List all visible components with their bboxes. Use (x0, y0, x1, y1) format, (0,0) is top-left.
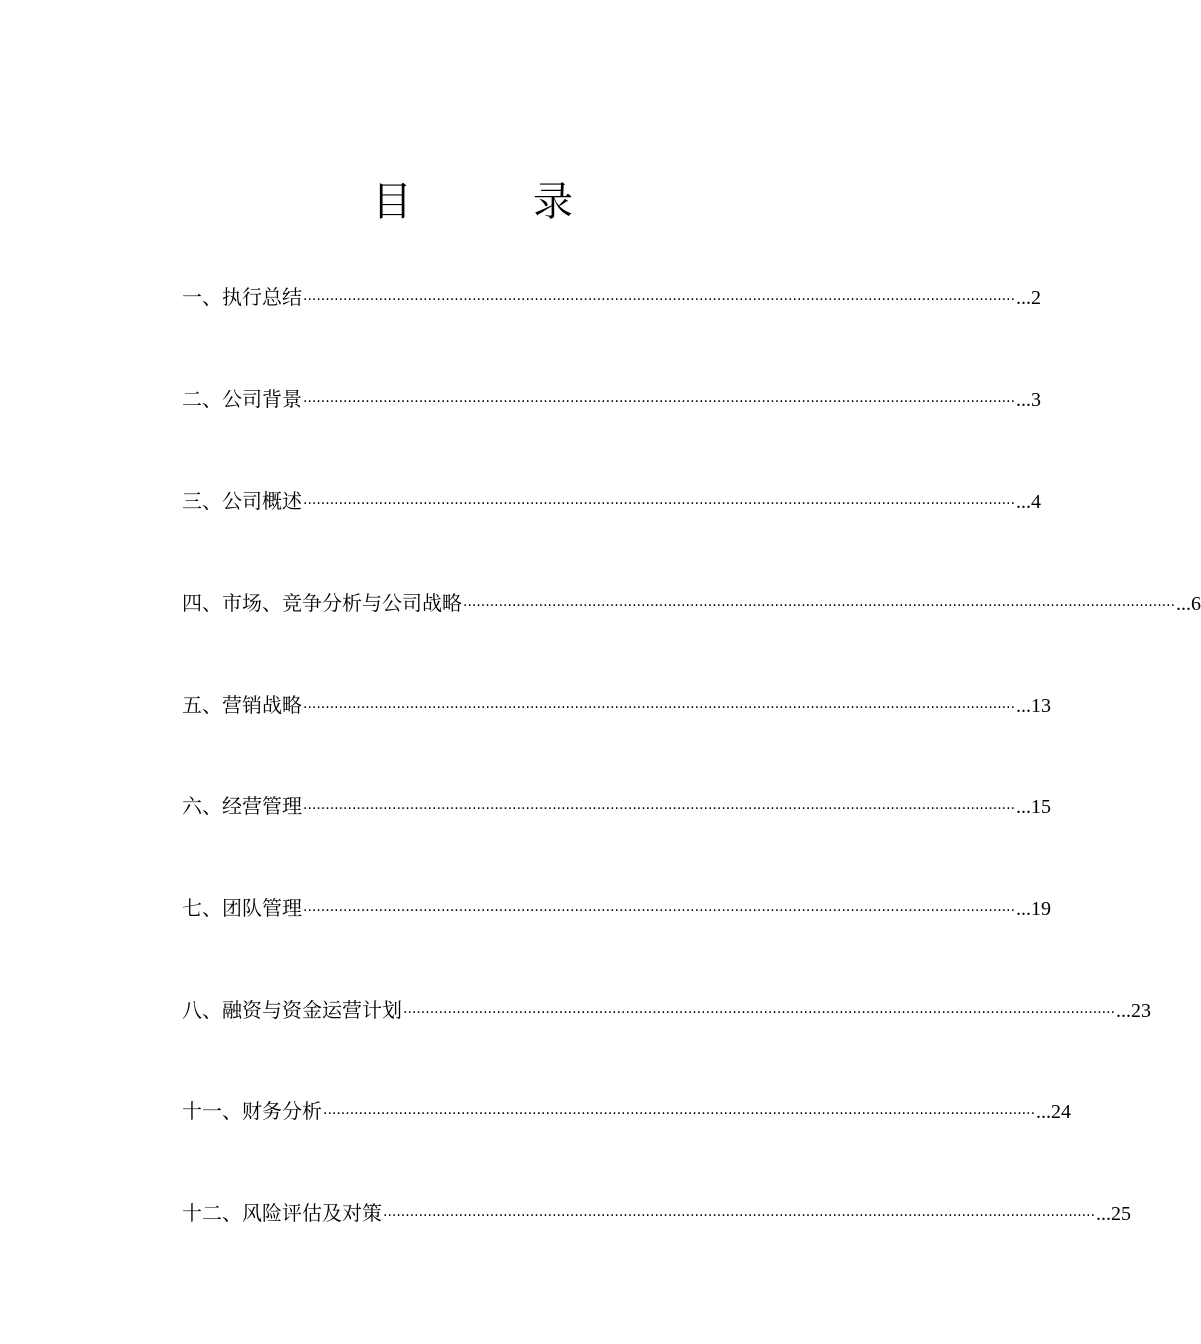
dot-leader: ································································································································································ (323, 1106, 1036, 1122)
toc-entry-page: ...15 (1016, 796, 1052, 818)
toc-entry-page: ...24 (1036, 1101, 1072, 1123)
toc-entry-label: 财务分析 (242, 1099, 322, 1123)
toc-entry-label: 公司背景 (222, 387, 302, 411)
toc-entry-label: 融资与资金运营计划 (222, 998, 402, 1022)
toc-entry-9[interactable] (182, 1096, 1072, 1126)
toc-entry-label: 执行总结 (222, 285, 302, 309)
toc-entry-10[interactable] (182, 1198, 1132, 1228)
toc-entry-number: 五、 (182, 693, 222, 717)
toc-entry-page: ...4 (1016, 491, 1042, 513)
dot-leader: ································································································································································ (303, 394, 1016, 410)
toc-entry-number: 六、 (182, 794, 222, 818)
toc-entry-8[interactable] (182, 995, 1152, 1025)
dot-leader: ································································································································································ (303, 903, 1016, 919)
toc-entry-label: 风险评估及对策 (242, 1201, 382, 1225)
toc-entry-number: 七、 (182, 896, 222, 920)
toc-entry-number: 一、 (182, 285, 222, 309)
page-title (0, 172, 950, 232)
toc-entry-label: 营销战略 (222, 693, 302, 717)
toc-entry-6[interactable] (182, 791, 1052, 821)
dot-leader: ································································································································································ (383, 1208, 1096, 1224)
dot-leader: ································································································································································ (303, 292, 1016, 308)
toc-entry-number: 三、 (182, 489, 222, 513)
toc-entry-1[interactable] (182, 282, 1042, 312)
toc-entry-number: 四、 (182, 591, 222, 615)
toc-entry-label: 公司概述 (222, 489, 302, 513)
toc-entry-number: 十一、 (182, 1099, 242, 1123)
toc-entry-label: 市场、竞争分析与公司战略 (222, 591, 462, 615)
toc-entry-7[interactable] (182, 893, 1052, 923)
dot-leader: ································································································································································ (303, 496, 1016, 512)
toc-entry-label: 经营管理 (222, 794, 302, 818)
toc-entry-page: ...13 (1016, 695, 1052, 717)
toc-entry-page: ...23 (1116, 1000, 1152, 1022)
toc-entry-3[interactable] (182, 486, 1042, 516)
title-char-2: 录 (533, 179, 573, 225)
toc-entry-4[interactable] (182, 588, 1201, 618)
toc-entry-5[interactable] (182, 690, 1052, 720)
dot-leader: ································································································································································ (403, 1005, 1116, 1021)
toc-entry-2[interactable] (182, 384, 1042, 414)
toc-entry-page: ...25 (1096, 1203, 1132, 1225)
toc-entry-page: ...3 (1016, 389, 1042, 411)
toc-entry-number: 八、 (182, 998, 222, 1022)
toc-entry-page: ...2 (1016, 287, 1042, 309)
toc-entry-number: 二、 (182, 387, 222, 411)
dot-leader: ································································································································································ (303, 700, 1016, 716)
toc-entry-number: 十二、 (182, 1201, 242, 1225)
toc-entry-page: ...6 (1176, 593, 1201, 615)
dot-leader: ································································································································································ (303, 801, 1016, 817)
toc-entry-label: 团队管理 (222, 896, 302, 920)
title-char-1: 目 (372, 179, 412, 225)
dot-leader: ································································································································································ (463, 598, 1176, 614)
toc-entry-page: ...19 (1016, 898, 1052, 920)
